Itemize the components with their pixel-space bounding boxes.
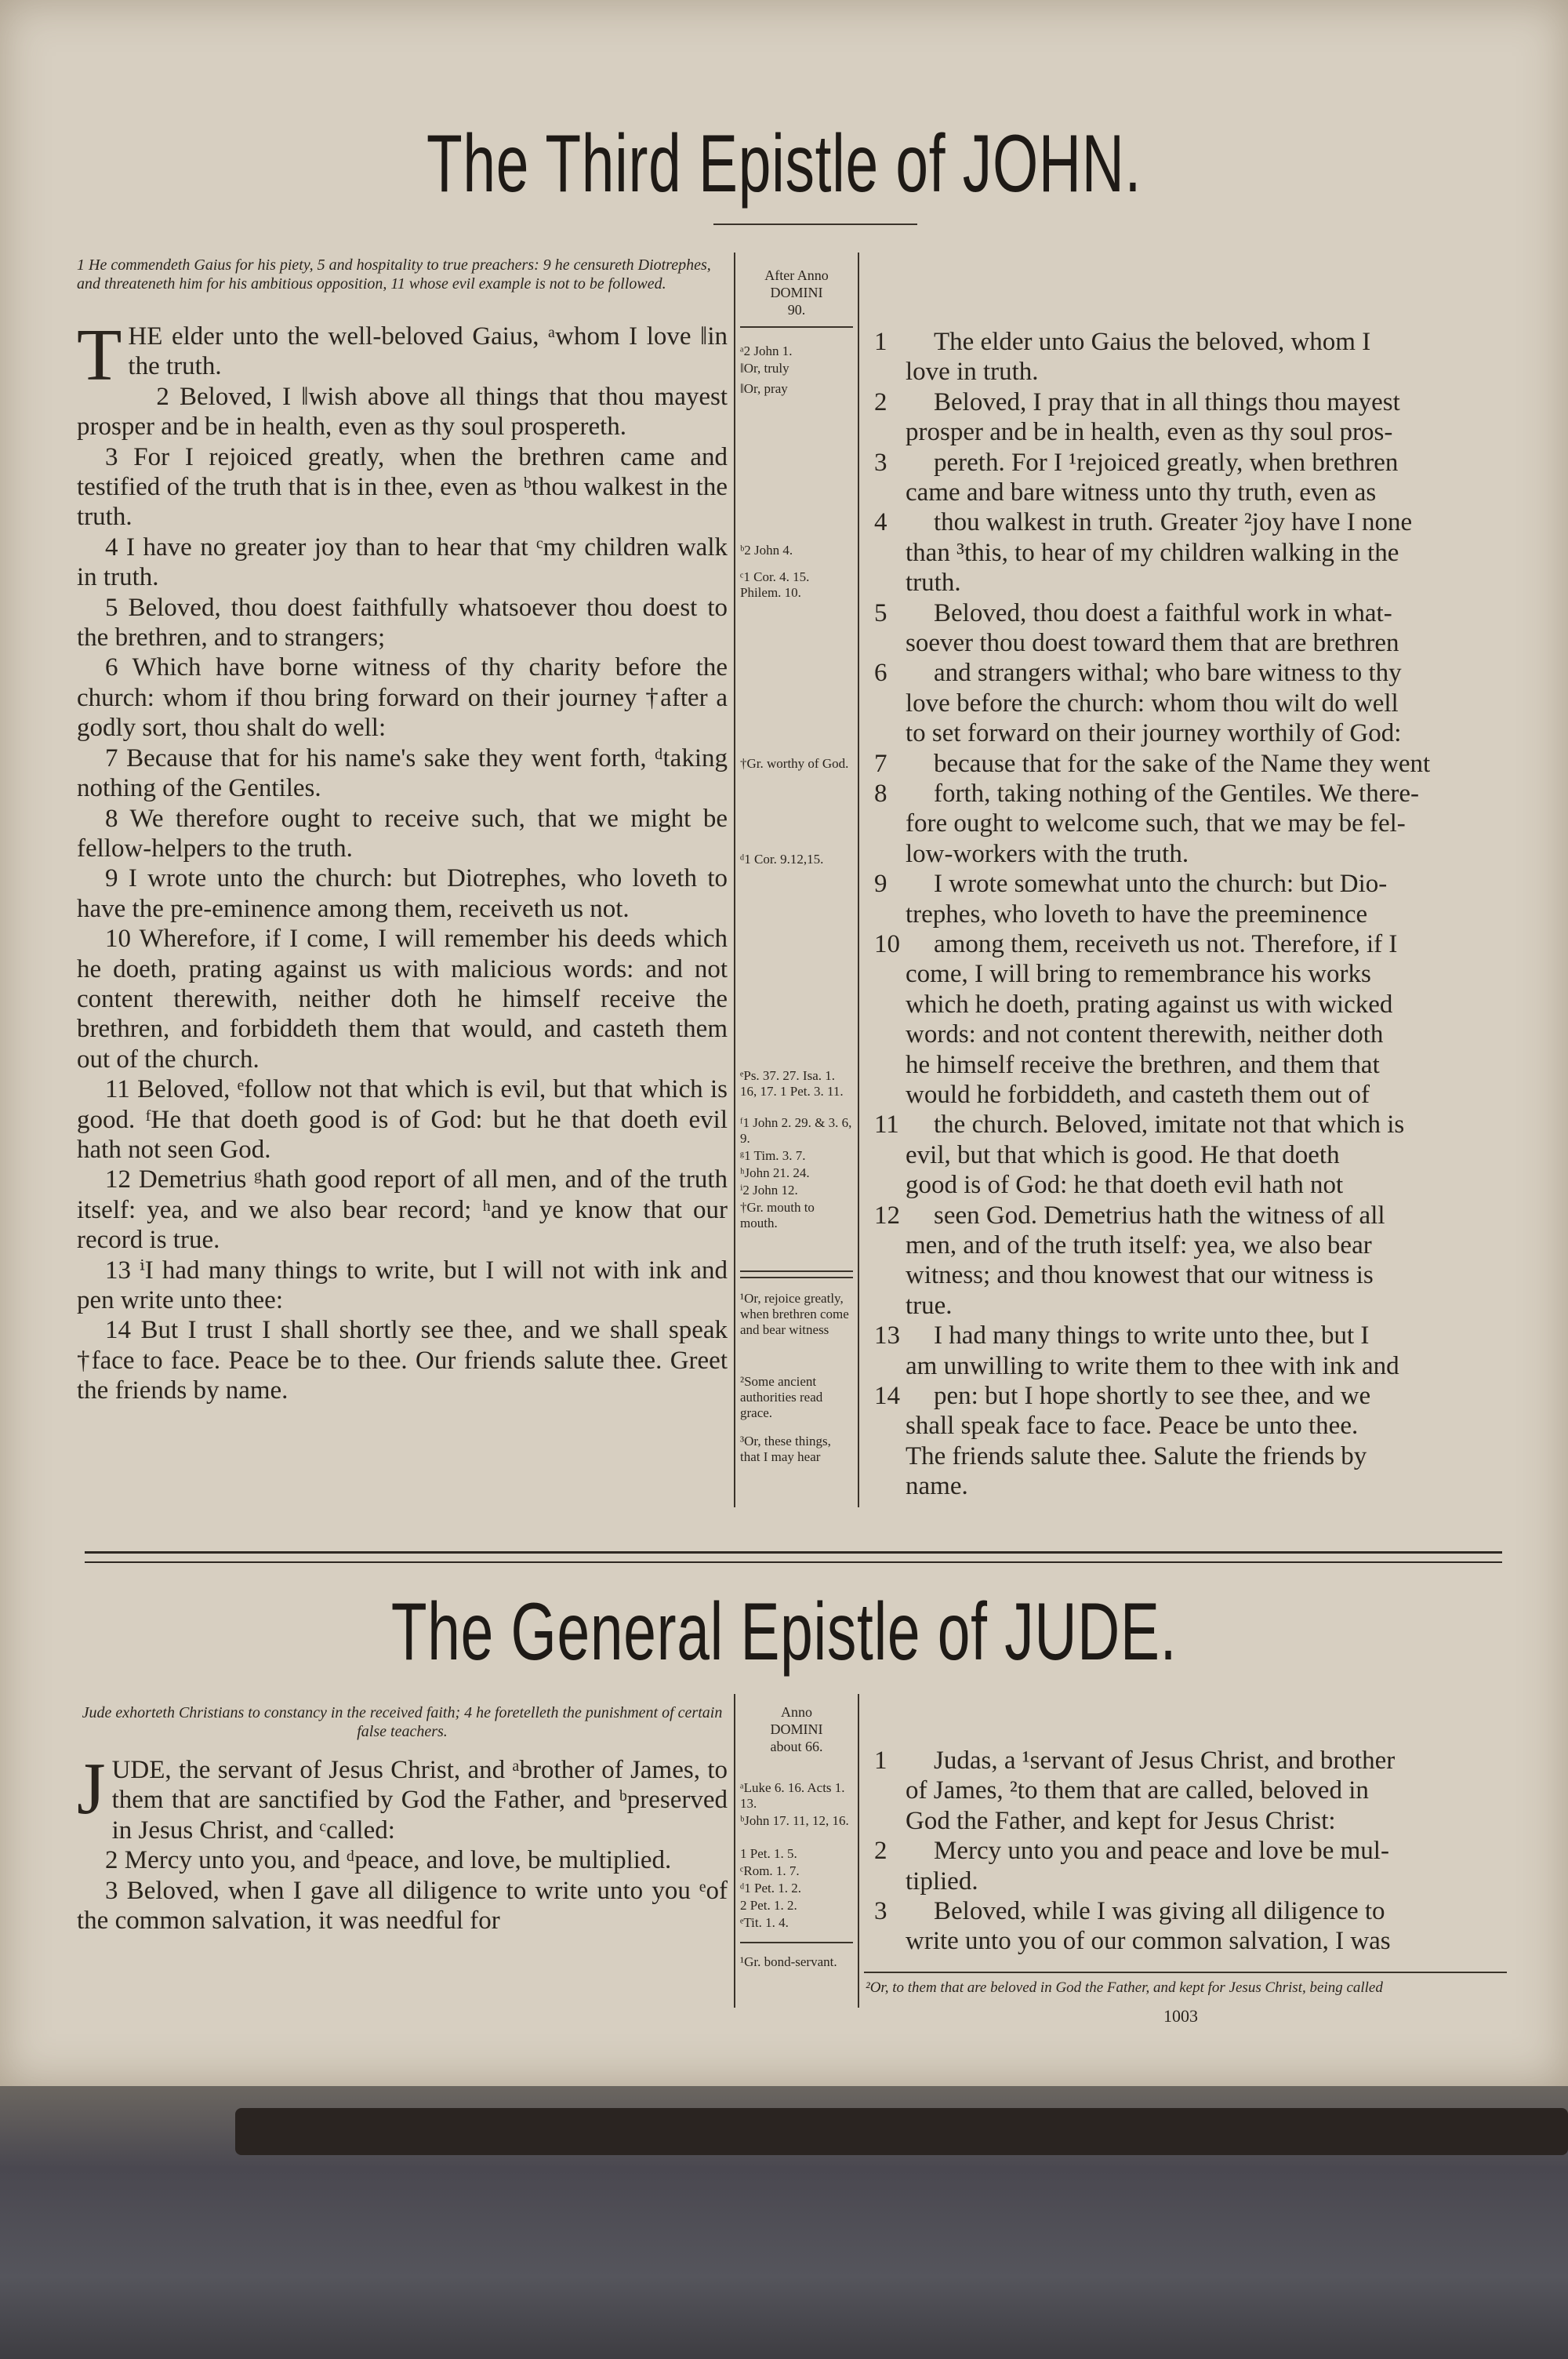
verse: 14 But I trust I shall shortly see thee, and we shall speak †face to face. Peace be to thee. Our friends salute thee. Greet the friends by name. (77, 1316, 728, 1405)
margin-header: Anno DOMINI about 66. (770, 1704, 823, 1754)
rv-line (906, 1260, 1374, 1290)
rv-line (906, 1140, 1340, 1170)
verse-number: 4 (874, 508, 887, 537)
verse-number: 2 (874, 1837, 887, 1866)
rv-line (906, 1230, 1372, 1260)
rv-line (906, 990, 1392, 1020)
margin-note: ‖Or, pray (740, 381, 788, 396)
column-rule (734, 1694, 735, 2008)
rv-text: love in truth. (906, 358, 1039, 387)
rv-text: which he doeth, prating against us with wicked (906, 990, 1393, 1019)
margin-note: ¹Or, rejoice greatly, when brethren come and bear witness (740, 1291, 849, 1337)
rv-text: words: and not content therewith, neither doth (906, 1020, 1384, 1049)
rv-line (874, 1746, 1396, 1776)
rv-line (874, 327, 1371, 357)
margin-note: ᶠ1 John 2. 29. & 3. 6, 9. (740, 1115, 852, 1146)
margin-note: ᵃ2 John 1. (740, 343, 793, 358)
rv-text: to set forward on their journey worthily of God: (906, 719, 1402, 748)
rv-text: good is of God: he that doeth evil hath not (906, 1171, 1344, 1200)
rv-line (906, 628, 1399, 658)
verse-number: 14 (874, 1382, 900, 1410)
verse: 8 We therefore ought to receive such, that we might be fellow-helpers to the truth. (77, 804, 728, 863)
rv-text: men, and of the truth itself: yea, we also bear (906, 1231, 1372, 1259)
rv-line (906, 417, 1392, 447)
rv-line (874, 387, 1400, 417)
rv-line (906, 839, 1189, 869)
margin-note: ³Or, these things, that I may hear (740, 1434, 831, 1464)
margin-note: ᵇ2 John 4. (740, 543, 793, 558)
margin-note: ᵈ1 Pet. 1. 2. (740, 1881, 802, 1896)
verse: 12 Demetrius ᵍhath good report of all men, and of the truth itself: yea, and we also bear record; ʰand ye know that our record is true. (77, 1165, 728, 1255)
verse-number: 10 (874, 930, 900, 958)
verse: 5 Beloved, thou doest faithfully whatsoever thou doest to the brethren, and to strangers; (77, 593, 728, 652)
rv-text: come, I will bring to remembrance his works (906, 960, 1371, 989)
margin-note: ᵃLuke 6. 16. Acts 1. 13. (740, 1780, 845, 1811)
rv-text: I wrote somewhat unto the church: but Dio- (934, 870, 1388, 899)
verse-number: 5 (874, 598, 887, 627)
jude-margin-references (740, 1703, 853, 2001)
rv-line (874, 749, 1431, 779)
verse-number: 12 (874, 1201, 900, 1230)
rv-text: shall speak face to face. Peace be unto thee. (906, 1412, 1359, 1441)
margin-header: After Anno DOMINI 90. (764, 267, 829, 318)
verse-number: 9 (874, 870, 887, 899)
margin-note: ᶜRom. 1. 7. (740, 1863, 800, 1878)
rv-text: am unwilling to write them to thee with ink and (906, 1351, 1399, 1380)
rv-line (906, 1441, 1367, 1471)
rv-line (906, 1170, 1343, 1200)
rv-line (906, 809, 1406, 838)
rv-text: God the Father, and kept for Jesus Christ: (906, 1806, 1336, 1835)
verse-number: 1 (874, 328, 887, 356)
rv-line (906, 1776, 1369, 1805)
column-rule (858, 1694, 859, 2008)
rv-line (906, 1080, 1370, 1110)
rv-text: evil, but that which is good. He that doeth (906, 1140, 1340, 1169)
verse-number: 3 (874, 448, 887, 477)
margin-note: ᵇJohn 17. 11, 12, 16. (740, 1813, 849, 1828)
margin-note: ⁱ2 John 12. (740, 1183, 798, 1198)
column-rule (858, 253, 859, 1507)
rv-text: Beloved, I pray that in all things thou mayest (934, 387, 1400, 416)
rv-line (874, 507, 1413, 537)
section-divider (85, 1551, 1502, 1563)
rv-text: Beloved, while I was giving all diligence to (934, 1897, 1385, 1925)
rv-line (906, 1926, 1391, 1956)
rv-text: Mercy unto you and peace and love be mul- (934, 1837, 1389, 1866)
column-rule (734, 253, 735, 1507)
margin-note: †Gr. mouth to mouth. (740, 1200, 815, 1230)
rv-line (874, 1110, 1405, 1140)
rv-text: fore ought to welcome such, that we may be fel- (906, 809, 1406, 838)
rv-line (906, 538, 1399, 568)
dropcap: J (77, 1748, 106, 1830)
rv-text: would he forbiddeth, and casteth them out of (906, 1081, 1370, 1109)
jude-summary: Jude exhorteth Christians to constancy in the received faith; 4 he foretelleth the punishment of certain false teachers. (82, 1704, 723, 1740)
rv-line (874, 1381, 1371, 1411)
rv-footnote: ²Or, to them that are beloved in God the Father, and kept for Jesus Christ, being called (866, 1979, 1383, 1996)
verse: 10 Wherefore, if I come, I will remember his deeds which he doeth, prating against us with malicious words: and not content therewith, neither doth he himself receive the brethren, and forbiddeth them that would, and casteth them out of the church. (77, 925, 728, 1074)
margin-note: ᶜ1 Cor. 4. 15. Philem. 10. (740, 569, 810, 600)
verse: 9 I wrote unto the church: but Diotrephes, who loveth to have the pre-eminence among them, receiveth us not. (77, 864, 728, 923)
verse: UDE, the servant of Jesus Christ, and ᵃbrother of James, to them that are sanctified by God the Father, and ᵇpreserved in Jesus Christ, and ᶜcalled: (111, 1756, 728, 1845)
rv-text: pen: but I hope shortly to see thee, and we (934, 1382, 1371, 1410)
third-john-kjv-column (77, 314, 728, 1406)
verse-number: 8 (874, 780, 887, 808)
jude-title: The General Epistle of JUDE. (390, 1587, 1178, 1677)
rv-text: true. (906, 1291, 953, 1320)
margin-note: ᵉTit. 1. 4. (740, 1915, 789, 1930)
rv-line (906, 568, 961, 598)
rv-line (874, 869, 1388, 899)
rv-text: low-workers with the truth. (906, 839, 1189, 868)
rv-text: than ³this, to hear of my children walking in the (906, 538, 1399, 567)
rv-line (906, 1471, 968, 1501)
rv-line (906, 718, 1401, 748)
rv-text: witness; and thou knowest that our witness is (906, 1261, 1374, 1290)
verse: HE elder unto the well-beloved Gaius, ᵃwhom I love ‖in the truth. (128, 322, 728, 381)
rv-line (906, 478, 1376, 507)
rv-text: trephes, who loveth to have the preeminence (906, 900, 1368, 929)
margin-note: ʰJohn 21. 24. (740, 1165, 810, 1180)
verse: 3 Beloved, when I gave all diligence to write unto you ᵉof the common salvation, it was needful for (77, 1876, 728, 1936)
rv-text: and strangers withal; who bare witness to thy (934, 659, 1402, 688)
rv-line (874, 1201, 1385, 1230)
rv-text: came and bare witness unto thy truth, even as (906, 478, 1377, 507)
rv-text: he himself receive the brethren, and them that (906, 1050, 1380, 1079)
margin-note: ᵉPs. 37. 27. Isa. 1. 16, 17. 1 Pet. 3. 11. (740, 1068, 844, 1099)
rv-text: the church. Beloved, imitate not that which is (934, 1110, 1405, 1140)
page-number: 1003 (1163, 2006, 1198, 2026)
rv-text: The elder unto Gaius the beloved, whom I (934, 328, 1371, 356)
verse-number: 13 (874, 1321, 900, 1350)
dropcap: T (77, 314, 122, 396)
verse: 2 Beloved, I ‖wish above all things that thou mayest prosper and be in health, even as thy soul prospereth. (77, 382, 728, 442)
verse-number: 3 (874, 1897, 887, 1925)
verse-number: 7 (874, 749, 887, 778)
rv-text: I had many things to write unto thee, but I (934, 1321, 1370, 1350)
rv-line (874, 658, 1402, 688)
verse: 6 Which have borne witness of thy charity before the church: whom if thou bring forward on their journey †after a godly sort, thou shalt do well: (77, 653, 728, 743)
margin-note: ‖Or, truly (740, 361, 789, 376)
rv-text: name. (906, 1472, 968, 1501)
margin-note: 2 Pet. 1. 2. (740, 1898, 797, 1913)
rv-text: prosper and be in health, even as thy soul pros- (906, 418, 1393, 447)
rv-line (906, 1050, 1380, 1080)
rv-line (906, 1806, 1336, 1836)
rv-line (874, 598, 1392, 628)
rv-line (906, 1411, 1358, 1441)
rv-line (874, 1836, 1389, 1866)
rv-line (874, 448, 1399, 478)
rv-text: tiplied. (906, 1866, 978, 1896)
verse: 3 For I rejoiced greatly, when the brethren came and testified of the truth that is in thee, even as ᵇthou walkest in the truth. (77, 442, 728, 532)
verse: 7 Because that for his name's sake they went forth, ᵈtaking nothing of the Gentiles. (77, 743, 728, 803)
rv-text: among them, receiveth us not. Therefore, if I (934, 930, 1398, 958)
margin-note: ¹Gr. bond-servant. (740, 1954, 837, 1969)
verse-number: 11 (874, 1110, 899, 1140)
jude-rv-column (874, 1746, 1509, 1981)
margin-note: ᵍ1 Tim. 3. 7. (740, 1148, 806, 1163)
margin-note: 1 Pet. 1. 5. (740, 1846, 797, 1861)
verse-number: 6 (874, 659, 887, 688)
rv-text: forth, taking nothing of the Gentiles. We there- (934, 780, 1419, 808)
rv-text: thou walkest in truth. Greater ²joy have I none (934, 508, 1413, 537)
verse: 4 I have no greater joy than to hear that ᶜmy children walk in truth. (77, 533, 728, 592)
third-john-margin-references (740, 267, 853, 1506)
margin-note: ²Some ancient authorities read grace. (740, 1374, 823, 1420)
rv-text: write unto you of our common salvation, I was (906, 1927, 1391, 1956)
rv-line (906, 1351, 1399, 1381)
book-edge (235, 2108, 1568, 2155)
rv-line (874, 779, 1419, 809)
rv-line (906, 959, 1371, 989)
jude-kjv-column (77, 1748, 728, 1936)
margin-note: ᵈ1 Cor. 9.12,15. (740, 852, 824, 867)
margin-note: †Gr. worthy of God. (740, 756, 849, 771)
rv-text: Beloved, thou doest a faithful work in what- (934, 598, 1392, 627)
rv-line (906, 1291, 953, 1321)
rv-text: soever thou doest toward them that are brethren (906, 629, 1399, 657)
rv-text: because that for the sake of the Name they went (934, 749, 1431, 778)
verse-number: 2 (874, 387, 887, 416)
title-underline (713, 224, 917, 225)
rv-line (906, 357, 1039, 387)
verse-number: 1 (874, 1747, 887, 1775)
rv-line (874, 929, 1398, 959)
rv-text: seen God. Demetrius hath the witness of all (934, 1201, 1385, 1230)
rv-line (906, 689, 1399, 718)
rv-text: truth. (906, 569, 961, 598)
rv-text: love before the church: whom thou wilt do well (906, 689, 1399, 718)
rv-text: pereth. For I ¹rejoiced greatly, when brethren (934, 448, 1399, 477)
rv-text: Judas, a ¹servant of Jesus Christ, and brother (934, 1747, 1396, 1775)
rv-line (906, 1866, 978, 1896)
rv-line (874, 1896, 1385, 1926)
third-john-rv-column (874, 327, 1509, 1519)
verse: 13 ⁱI had many things to write, but I will not with ink and pen write unto thee: (77, 1256, 728, 1314)
rv-line (906, 900, 1367, 929)
verse: 11 Beloved, ᵉfollow not that which is evil, but that which is good. ᶠHe that doeth good is of God: but he that doeth evil hath not seen God. (77, 1075, 728, 1164)
rv-text: of James, ²to them that are called, beloved in (906, 1776, 1369, 1805)
rv-line (906, 1020, 1383, 1049)
rv-text: The friends salute thee. Salute the friends by (906, 1441, 1367, 1470)
third-john-title: The Third Epistle of JOHN. (426, 118, 1142, 209)
rv-line (874, 1321, 1370, 1350)
verse: 2 Mercy unto you, and ᵈpeace, and love, be multiplied. (105, 1846, 672, 1875)
third-john-summary: 1 He commendeth Gaius for his piety, 5 and hospitality to true preachers: 9 he censureth Diotrephes, and threateneth him for his ambitious opposition, 11 whose evil example is not to be followed. (77, 256, 711, 293)
